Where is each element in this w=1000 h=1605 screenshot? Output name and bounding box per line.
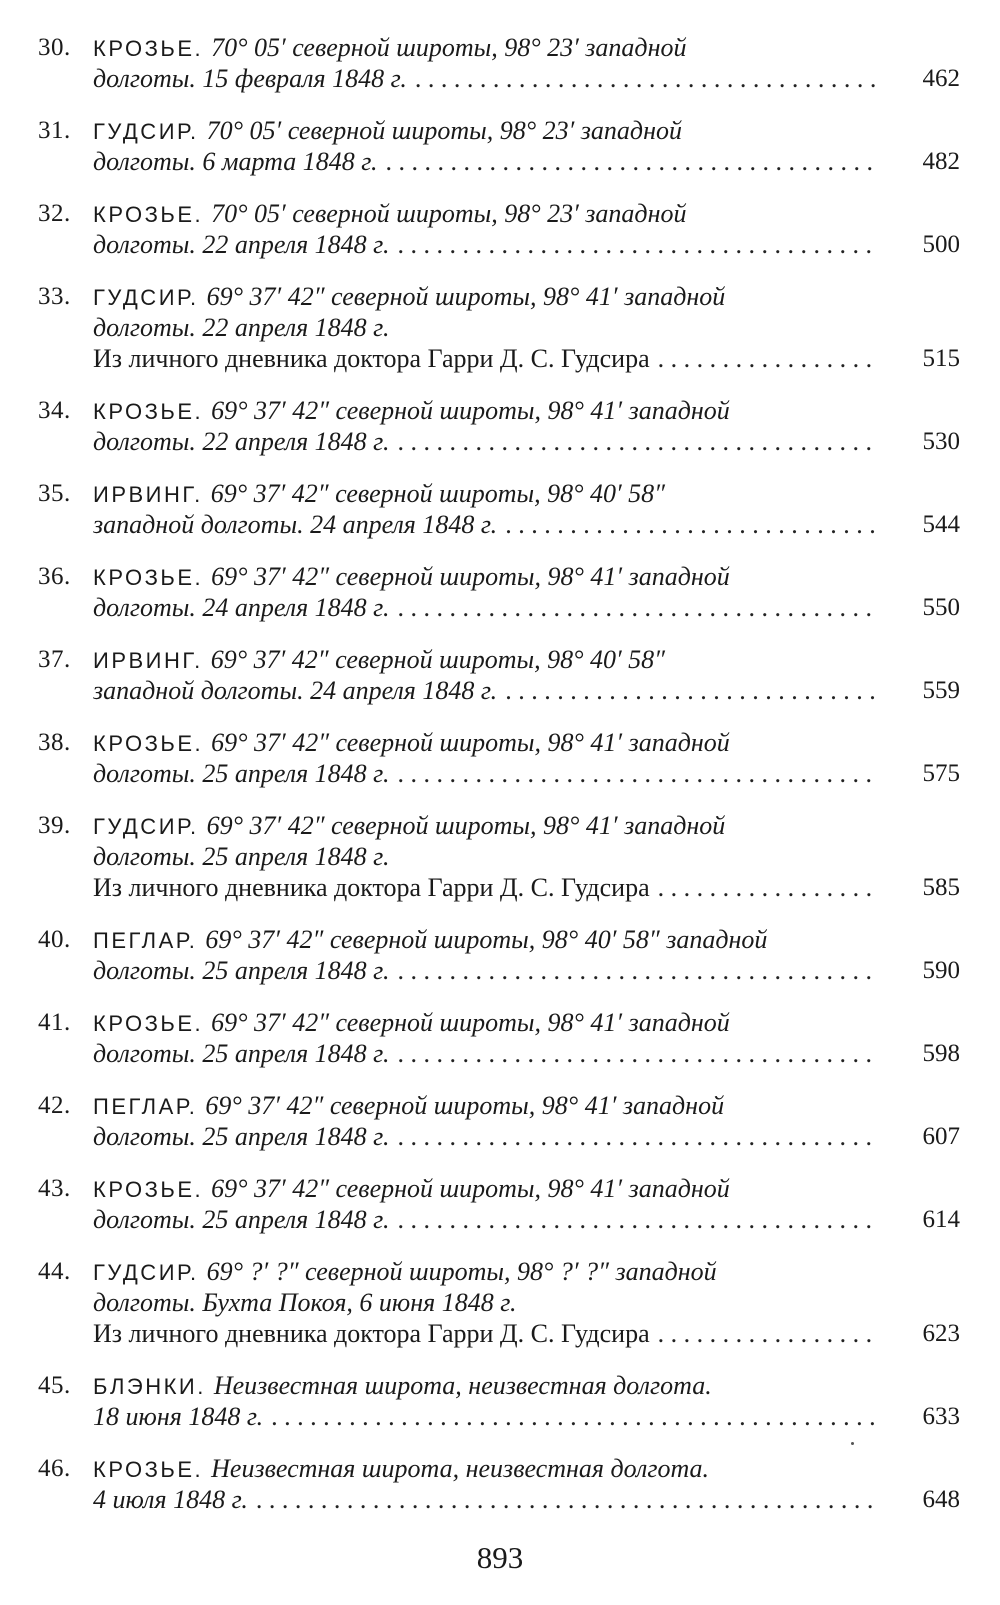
toc-page-number: 607 xyxy=(922,1123,960,1150)
toc-entry-heading-line xyxy=(0,561,1000,592)
dot-leader xyxy=(398,592,879,623)
narrator-name: КРОЗЬЕ. xyxy=(93,1011,204,1036)
date-text-wrap xyxy=(93,312,878,343)
coordinates-text: 69° 37′ 42″ северной широты, 98° 41′ западной xyxy=(211,396,730,425)
chapter-number: 30. xyxy=(38,34,71,61)
date-text: западной долготы. 24 апреля 1848 г. xyxy=(93,510,498,539)
toc-page-number: 585 xyxy=(922,874,960,901)
heading-text xyxy=(93,1173,878,1205)
narrator-name: КРОЗЬЕ. xyxy=(93,1457,204,1482)
chapter-number: 38. xyxy=(38,729,71,756)
date-text: 4 июля 1848 г. xyxy=(93,1485,248,1514)
chapter-number: 45. xyxy=(38,1372,71,1399)
toc-page-number: 515 xyxy=(922,345,960,372)
toc-entry-heading-line xyxy=(0,644,1000,675)
toc-page-number: 633 xyxy=(922,1403,960,1430)
toc-page-number: 598 xyxy=(922,1040,960,1067)
coordinates-text: Неизвестная широта, неизвестная долгота. xyxy=(211,1454,710,1483)
dot-leader xyxy=(658,1318,878,1349)
chapter-number: 41. xyxy=(38,1009,71,1036)
date-text-wrap xyxy=(93,1121,878,1152)
date-text-wrap xyxy=(93,1204,878,1235)
coordinates-text: Неизвестная широта, неизвестная долгота. xyxy=(213,1371,712,1400)
subtitle-text-wrap xyxy=(93,343,878,374)
dot-leader xyxy=(398,1204,879,1235)
date-text-wrap xyxy=(93,509,878,540)
chapter-number: 40. xyxy=(38,926,71,953)
dot-leader xyxy=(398,426,879,457)
dot-leader xyxy=(398,758,879,789)
date-text-wrap xyxy=(93,1484,878,1515)
narrator-name: КРОЗЬЕ. xyxy=(93,36,204,61)
toc-entry-heading-line xyxy=(0,1090,1000,1121)
diary-subtitle: Из личного дневника доктора Гарри Д. С. Гудсира xyxy=(93,1319,650,1348)
date-text: долготы. 22 апреля 1848 г. xyxy=(93,427,390,456)
toc-entry xyxy=(0,198,1000,260)
dot-leader xyxy=(658,343,878,374)
dot-leader xyxy=(398,1121,879,1152)
coordinates-text: 69° 37′ 42″ северной широты, 98° 41′ западной xyxy=(211,562,730,591)
subtitle-text-wrap xyxy=(93,1318,878,1349)
toc-entry-date-line xyxy=(0,229,1000,260)
toc-page-number: 482 xyxy=(922,148,960,175)
date-text-wrap xyxy=(93,758,878,789)
chapter-number: 37. xyxy=(38,646,71,673)
chapter-number: 46. xyxy=(38,1455,71,1482)
date-text-wrap xyxy=(93,1401,878,1432)
dot-leader xyxy=(271,1401,878,1432)
toc-entry-heading-line xyxy=(0,727,1000,758)
heading-text xyxy=(93,478,878,510)
date-text-wrap xyxy=(93,426,878,457)
date-text: долготы. 25 апреля 1848 г. xyxy=(93,759,390,788)
toc-entry xyxy=(0,395,1000,457)
diary-subtitle: Из личного дневника доктора Гарри Д. С. Гудсира xyxy=(93,344,650,373)
toc-entry xyxy=(0,1370,1000,1432)
toc-entry-date-line xyxy=(0,312,1000,343)
diary-subtitle: Из личного дневника доктора Гарри Д. С. Гудсира xyxy=(93,873,650,902)
toc-entry xyxy=(0,644,1000,706)
toc-entry-date-line xyxy=(0,955,1000,986)
narrator-name: БЛЭНКИ. xyxy=(93,1374,206,1399)
toc-entry xyxy=(0,478,1000,540)
page-number: 893 xyxy=(476,1540,524,1575)
toc-entry xyxy=(0,1256,1000,1349)
dot-leader xyxy=(415,63,878,94)
chapter-number: 34. xyxy=(38,397,71,424)
narrator-name: КРОЗЬЕ. xyxy=(93,399,204,424)
heading-text xyxy=(93,561,878,593)
date-text-wrap xyxy=(93,1287,878,1318)
toc-entry-date-line xyxy=(0,758,1000,789)
dot-leader xyxy=(505,675,878,706)
date-text: долготы. 25 апреля 1848 г. xyxy=(93,842,390,871)
heading-text xyxy=(93,924,878,956)
narrator-name: ИРВИНГ. xyxy=(93,482,203,507)
coordinates-text: 69° 37′ 42″ северной широты, 98° 41′ западной xyxy=(205,1091,725,1120)
heading-text xyxy=(93,395,878,427)
date-text-wrap xyxy=(93,592,878,623)
coordinates-text: 69° 37′ 42″ северной широты, 98° 41′ западной xyxy=(206,282,726,311)
narrator-name: ГУДСИР. xyxy=(93,1260,199,1285)
toc-entry xyxy=(0,1007,1000,1069)
toc-page-number: 500 xyxy=(922,231,960,258)
heading-text xyxy=(93,1453,878,1485)
narrator-name: ГУДСИР. xyxy=(93,285,199,310)
toc-entry xyxy=(0,281,1000,374)
narrator-name: ИРВИНГ. xyxy=(93,648,203,673)
chapter-number: 39. xyxy=(38,812,71,839)
toc-page-number: 575 xyxy=(922,760,960,787)
heading-text xyxy=(93,644,878,676)
date-text: долготы. 25 апреля 1848 г. xyxy=(93,1205,390,1234)
toc-page-number: 530 xyxy=(922,428,960,455)
heading-text xyxy=(93,281,878,313)
toc-entry-date-line xyxy=(0,146,1000,177)
toc-entry-heading-line xyxy=(0,32,1000,63)
coordinates-text: 70° 05′ северной широты, 98° 23′ западной xyxy=(211,199,687,228)
toc-entry-heading-line xyxy=(0,1256,1000,1287)
narrator-name: КРОЗЬЕ. xyxy=(93,731,204,756)
toc-entry-subtitle-line xyxy=(0,872,1000,903)
toc-page-number: 590 xyxy=(922,957,960,984)
toc-entry-date-line xyxy=(0,675,1000,706)
date-text: долготы. 25 апреля 1848 г. xyxy=(93,956,390,985)
toc-entry-heading-line xyxy=(0,395,1000,426)
toc-page-number: 648 xyxy=(922,1486,960,1513)
toc-entry-heading-line xyxy=(0,1007,1000,1038)
toc-entry-date-line xyxy=(0,1204,1000,1235)
date-text: долготы. 25 апреля 1848 г. xyxy=(93,1122,390,1151)
toc-entry-date-line xyxy=(0,1038,1000,1069)
toc-page-number: 559 xyxy=(922,677,960,704)
coordinates-text: 69° 37′ 42″ северной широты, 98° 41′ западной xyxy=(211,728,730,757)
narrator-name: КРОЗЬЕ. xyxy=(93,1177,204,1202)
toc-entry-date-line xyxy=(0,592,1000,623)
chapter-number: 44. xyxy=(38,1258,71,1285)
toc-page-number: 550 xyxy=(922,594,960,621)
toc-entry xyxy=(0,115,1000,177)
toc-entry-heading-line xyxy=(0,198,1000,229)
chapter-number: 42. xyxy=(38,1092,71,1119)
dot-leader xyxy=(505,509,878,540)
heading-text xyxy=(93,32,878,64)
chapter-number: 32. xyxy=(38,200,71,227)
date-text: 18 июня 1848 г. xyxy=(93,1402,264,1431)
toc-page-number: 544 xyxy=(922,511,960,538)
date-text-wrap xyxy=(93,229,878,260)
chapter-number: 36. xyxy=(38,563,71,590)
coordinates-text: 70° 05′ северной широты, 98° 23′ западной xyxy=(211,33,687,62)
narrator-name: КРОЗЬЕ. xyxy=(93,565,204,590)
narrator-name: КРОЗЬЕ. xyxy=(93,202,204,227)
toc-entry-subtitle-line xyxy=(0,343,1000,374)
heading-text xyxy=(93,727,878,759)
subtitle-text-wrap xyxy=(93,872,878,903)
coordinates-text: 69° 37′ 42″ северной широты, 98° 41′ западной xyxy=(206,811,726,840)
toc-entry-date-line xyxy=(0,1287,1000,1318)
heading-text xyxy=(93,115,878,147)
toc-entry-heading-line xyxy=(0,924,1000,955)
toc-entry-date-line xyxy=(0,1121,1000,1152)
toc-entry xyxy=(0,924,1000,986)
heading-text xyxy=(93,810,878,842)
date-text: долготы. 24 апреля 1848 г. xyxy=(93,593,390,622)
toc-entry xyxy=(0,32,1000,94)
date-text: долготы. 15 февраля 1848 г. xyxy=(93,64,407,93)
toc-entry-heading-line xyxy=(0,810,1000,841)
toc-entry-heading-line xyxy=(0,1370,1000,1401)
chapter-number: 35. xyxy=(38,480,71,507)
heading-text xyxy=(93,1007,878,1039)
toc-entry-date-line xyxy=(0,841,1000,872)
date-text: долготы. 6 марта 1848 г. xyxy=(93,147,378,176)
toc-entry-subtitle-line xyxy=(0,1318,1000,1349)
date-text: долготы. 22 апреля 1848 г. xyxy=(93,230,390,259)
dot-leader xyxy=(398,229,879,260)
coordinates-text: 70° 05′ северной широты, 98° 23′ западной xyxy=(206,116,682,145)
date-text: западной долготы. 24 апреля 1848 г. xyxy=(93,676,498,705)
toc-entry-heading-line xyxy=(0,1173,1000,1204)
narrator-name: ПЕГЛАР. xyxy=(93,928,198,953)
date-text: долготы. Бухта Покоя, 6 июня 1848 г. xyxy=(93,1288,517,1317)
date-text-wrap xyxy=(93,841,878,872)
narrator-name: ПЕГЛАР. xyxy=(93,1094,198,1119)
toc-entry xyxy=(0,1453,1000,1515)
date-text: долготы. 25 апреля 1848 г. xyxy=(93,1039,390,1068)
coordinates-text: 69° 37′ 42″ северной широты, 98° 41′ западной xyxy=(211,1174,730,1203)
dot-leader xyxy=(398,955,879,986)
dot-leader xyxy=(658,872,878,903)
toc-entry-date-line xyxy=(0,509,1000,540)
date-text-wrap xyxy=(93,1038,878,1069)
toc-entry xyxy=(0,561,1000,623)
narrator-name: ГУДСИР. xyxy=(93,119,199,144)
coordinates-text: 69° 37′ 42″ северной широты, 98° 40′ 58″ xyxy=(210,645,666,674)
toc-entry-date-line xyxy=(0,1401,1000,1432)
coordinates-text: 69° 37′ 42″ северной широты, 98° 40′ 58″ xyxy=(210,479,666,508)
coordinates-text: 69° 37′ 42″ северной широты, 98° 41′ западной xyxy=(211,1008,730,1037)
print-speck xyxy=(851,1442,854,1445)
toc-entry xyxy=(0,810,1000,903)
toc-entry-date-line xyxy=(0,426,1000,457)
heading-text xyxy=(93,1370,878,1402)
toc-entry-heading-line xyxy=(0,115,1000,146)
toc-entry xyxy=(0,727,1000,789)
date-text-wrap xyxy=(93,146,878,177)
toc-entry-date-line xyxy=(0,63,1000,94)
date-text-wrap xyxy=(93,675,878,706)
toc-page-number: 614 xyxy=(922,1206,960,1233)
dot-leader xyxy=(386,146,878,177)
toc-page-number: 623 xyxy=(922,1320,960,1347)
date-text: долготы. 22 апреля 1848 г. xyxy=(93,313,390,342)
chapter-number: 31. xyxy=(38,117,71,144)
table-of-contents xyxy=(0,32,1000,1536)
coordinates-text: 69° 37′ 42″ северной широты, 98° 40′ 58″ западной xyxy=(205,925,768,954)
dot-leader xyxy=(398,1038,879,1069)
toc-entry-heading-line xyxy=(0,1453,1000,1484)
heading-text xyxy=(93,198,878,230)
narrator-name: ГУДСИР. xyxy=(93,814,199,839)
chapter-number: 43. xyxy=(38,1175,71,1202)
toc-entry-date-line xyxy=(0,1484,1000,1515)
coordinates-text: 69° ?′ ?″ северной широты, 98° ?′ ?″ западной xyxy=(206,1257,717,1286)
heading-text xyxy=(93,1090,878,1122)
toc-entry-heading-line xyxy=(0,478,1000,509)
toc-entry xyxy=(0,1173,1000,1235)
dot-leader xyxy=(256,1484,878,1515)
toc-page-number: 462 xyxy=(922,65,960,92)
date-text-wrap xyxy=(93,63,878,94)
date-text-wrap xyxy=(93,955,878,986)
toc-entry-heading-line xyxy=(0,281,1000,312)
heading-text xyxy=(93,1256,878,1288)
chapter-number: 33. xyxy=(38,283,71,310)
toc-entry xyxy=(0,1090,1000,1152)
